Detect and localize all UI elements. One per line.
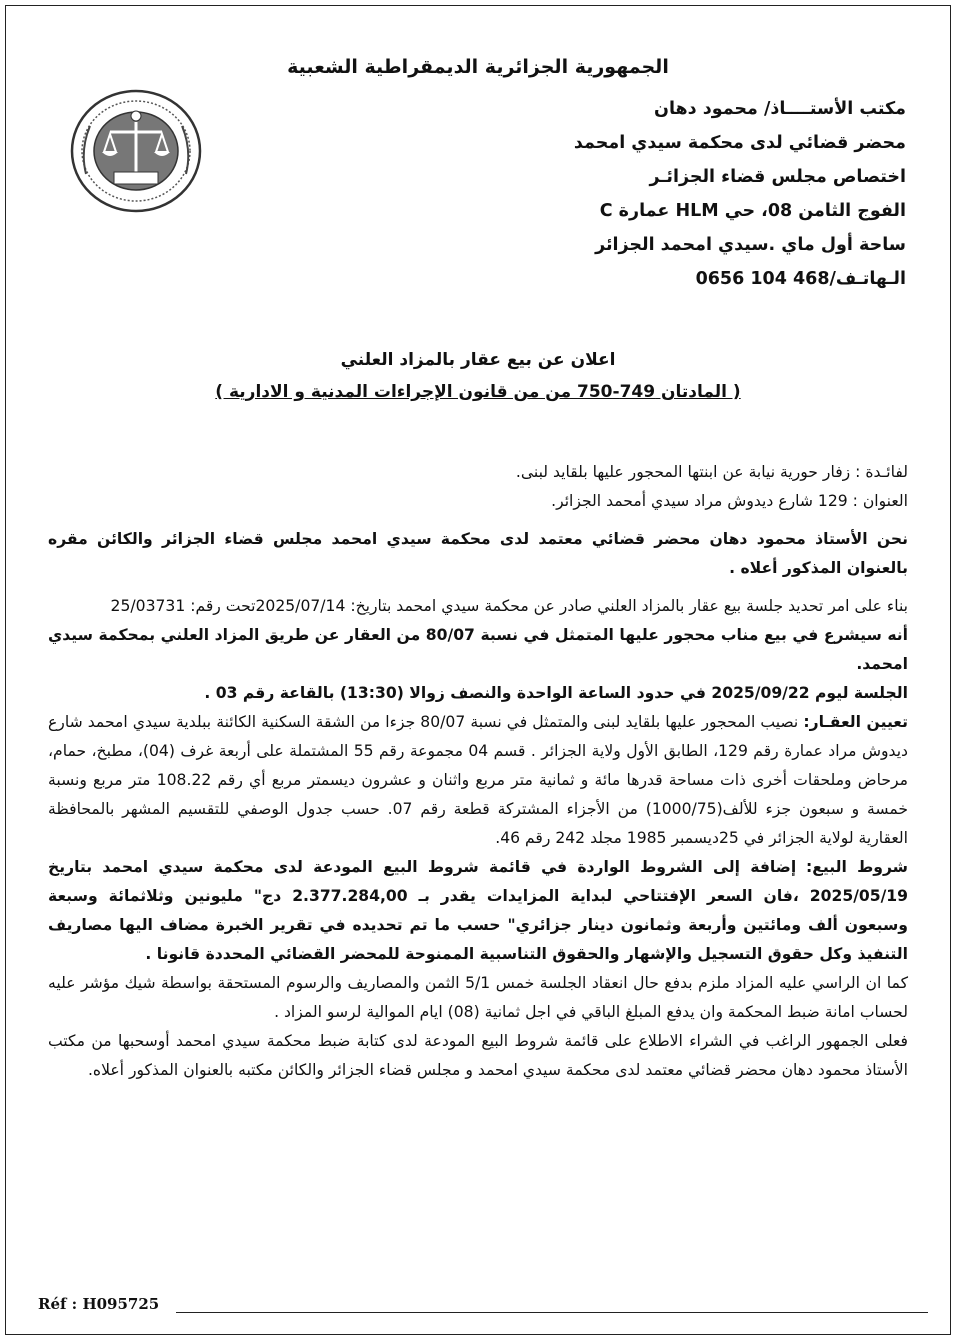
- court-order: بناء على امر تحديد جلسة بيع عقار بالمزاد العلني صادر عن محكمة سيدي امحمد بتاريخ: 2025/07/14تحت رقم: 25/03731: [110, 597, 908, 615]
- scales-of-justice-seal-icon: [66, 86, 206, 216]
- announcement-body: [48, 458, 908, 1085]
- session-date: الجلسة ليوم 2025/09/22 في حدود الساعة الواحدة والنصف زوالا (13:30) بالقاعة رقم 03 .: [204, 684, 908, 702]
- property-label: تعيين العقـار:: [803, 713, 908, 731]
- property-text: نصيب المحجور عليها بلقايد لبنى والمتمثل في نسبة 80/07 جزءا من الشقة السكنية الكائنة ببلدية سيدي امحمد شارع ديدوش مراد عمارة رقم 129، الطابق الأول ولاية الجزائر . قسم 04 مجموعة رقم 55 المشتملة على أربعة غرف (04)، مطبخ، حمام، مرحاض وملحقات أخرى ذات مساحة قدرها مائة و ثمانية متر مربع واثنان و عشرون ديسمتر مربع أي رقم 108.22 متر مربع ونسبة خمسة و سبعون جزء للألف(1000/75) من الأجزاء المشتركة قطعة رقم 07. حسب جدول الوصفي للتقسيم المشهر بالمحافظة العقارية لولاية الجزائر في 25ديسمبر 1985 مجلد 242 رقم 46.: [48, 713, 908, 847]
- footer-divider: [176, 1312, 928, 1313]
- office-header: [386, 92, 906, 296]
- office-line: مكتب الأستــــاذ/ محمود دهان: [654, 99, 906, 119]
- sale-start: أنه سيشرع في بيع مناب محجور عليها المتمثل في نسبة 80/07 من العقار عن طريق المزاد العلني بمحكمة سيدي امحمد.: [48, 626, 908, 673]
- beneficiary: لفائـدة : زفار حورية نيابة عن ابنتها المحجور عليها بلقايد لبنى.: [515, 463, 908, 481]
- republic-heading: الجمهورية الجزائرية الديمقراطية الشعبية: [287, 56, 669, 78]
- office-line: اختصاص مجلس قضاء الجزائـر: [649, 167, 906, 187]
- announcement-subtitle: ( المادتان 749-750 من من قانون الإجراءات المدنية و الادارية ): [215, 382, 741, 402]
- announcement-title: اعلان عن بيع عقار بالمزاد العلني: [340, 350, 616, 370]
- conditions-text: إضافة إلى الشروط الواردة في قائمة شروط البيع المودعة لدى محكمة سيدي امحمد بتاريخ 2025/05/19 ،فان السعر الإفتتاحي لبداية المزايدات يقدر بـ 2.377.284,00 دج" مليونين وثلاثمائة وسبعة وسبعون ألف ومائتين وأربعة وثمانون دينار جزائري" حسب ما تم تحديده في تقرير الخبرة مضاف اليها مصاريف التنفيذ وكل حقوق التسجيل والإشهار والحقوق التناسبية الممنوحة للمحضر القضائي المحددة قانونا .: [48, 858, 908, 963]
- public-notice: فعلى الجمهور الراغب في الشراء الاطلاع على قائمة شروط البيع المودعة لدى كتابة ضبط محكمة سيدي امحمد أوسحبها من مكتب الأستاذ محمود دهان محضر قضائي معتمد لدى محكمة سيدي امحمد و مجلس قضاء الجزائر والكائن مكتبه بالعنوان المذكور أعلاه.: [48, 1032, 908, 1079]
- sale-conditions: [48, 853, 908, 969]
- beneficiary-address: العنوان : 129 شارع ديدوش مراد سيدي أمحمد الجزائر.: [551, 492, 908, 510]
- bailiff-intro: نحن الأستاذ محمود دهان محضر قضائي معتمد لدى محكمة سيدي امحمد مجلس قضاء الجزائر والكائن مقره بالعنوان المذكور أعلاه .: [48, 530, 908, 577]
- office-phone: الـهاتـف/468 104 0656: [695, 269, 906, 289]
- conditions-label: شروط البيع:: [805, 858, 908, 876]
- reference-number: Réf : H095725: [38, 1295, 160, 1313]
- payment-terms: كما ان الراسي عليه المزاد ملزم بدفع حال انعقاد الجلسة خمس 5/1 الثمن والمصاريف والرسوم المستحقة بواسطة شيك مؤشر عليه لحساب امانة ضبط المحكمة وان يدفع المبلغ الباقي في اجل ثمانية (08) ايام الموالية لرسو المزاد .: [48, 974, 908, 1021]
- property-description: [48, 708, 908, 853]
- office-line: ساحة أول ماي .سيدي امحمد الجزائر: [595, 235, 906, 255]
- office-line: الفوج الثامن 08، حي HLM عمارة C: [599, 201, 906, 221]
- office-line: محضر قضائي لدى محكمة سيدي امحمد: [573, 133, 906, 153]
